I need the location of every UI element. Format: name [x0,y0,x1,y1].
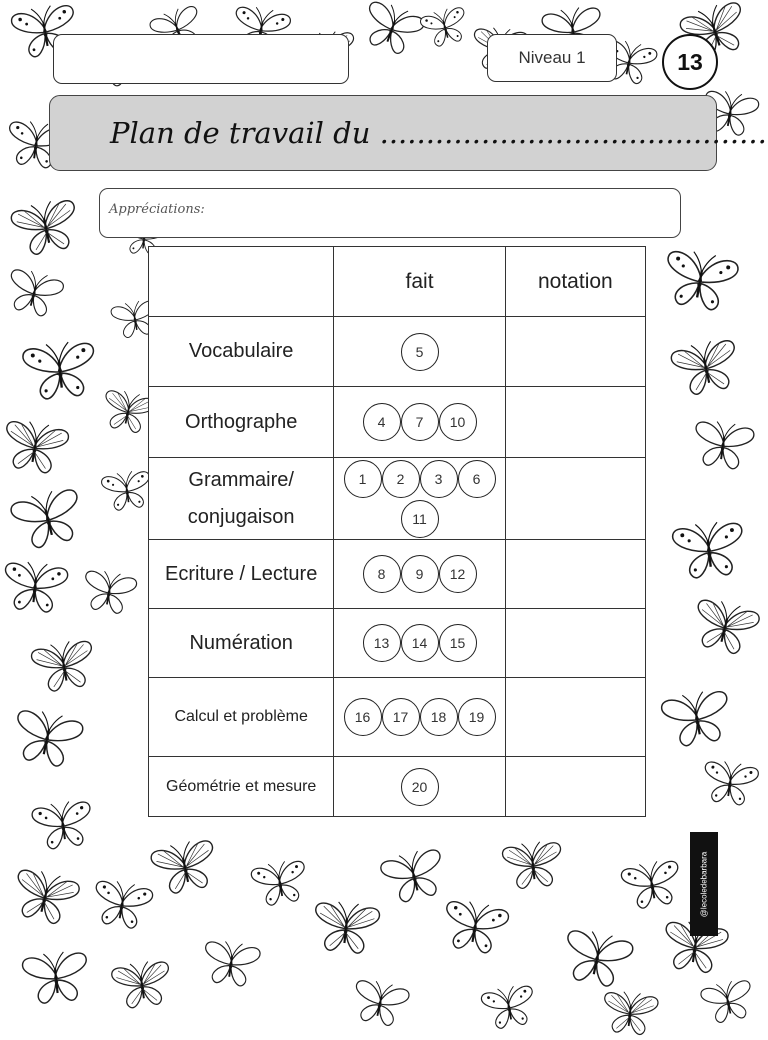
done-cell [334,757,505,817]
header-cell-subject [149,247,334,317]
table-row [149,317,646,387]
butterfly-icon [4,270,64,317]
butterfly-icon [660,690,734,748]
exercise-circle[interactable]: 13 [363,624,401,662]
student-name-field[interactable] [53,34,349,84]
exercise-circle[interactable]: 5 [401,333,439,371]
exercise-circle[interactable]: 4 [363,403,401,441]
exercise-list [334,767,504,807]
table-row [149,609,646,678]
exercise-circle[interactable]: 2 [382,460,420,498]
exercise-list [334,554,504,594]
grade-cell[interactable] [505,609,645,678]
exercise-circle[interactable]: 20 [401,768,439,806]
exercise-circle[interactable]: 18 [420,698,458,736]
subject-cell: Calcul et problème [149,678,334,757]
butterfly-icon [670,520,748,581]
grade-cell[interactable] [505,317,645,387]
butterfly-icon [80,570,138,615]
subject-cell: Orthographe [149,387,334,458]
exercise-circle[interactable]: 15 [439,624,477,662]
butterfly-icon [700,980,756,1024]
butterfly-icon [690,420,756,471]
butterfly-icon [420,8,470,47]
credit-text: @lecoledebarbara [699,851,709,917]
butterfly-icon [560,930,634,988]
butterfly-icon [30,640,98,693]
table-row [149,387,646,458]
butterfly-icon [0,420,70,475]
butterfly-icon [620,860,684,910]
butterfly-icon [700,760,760,807]
level-label: Niveau 1 [518,48,586,67]
exercise-circle[interactable]: 3 [420,460,458,498]
subject-cell: Vocabulaire [149,317,334,387]
done-cell [334,387,505,458]
grade-cell[interactable] [505,678,645,757]
sheet-number: 13 [677,48,703,75]
butterfly-icon [600,990,660,1037]
done-cell [334,540,505,609]
butterfly-icon [200,940,262,988]
exercise-circle[interactable]: 11 [401,500,439,538]
exercise-circle[interactable]: 1 [344,460,382,498]
exercise-list [335,459,505,539]
butterfly-icon [670,340,742,396]
butterfly-icon [100,470,154,512]
butterfly-icon [10,870,80,925]
done-cell [334,678,505,757]
butterfly-icon [440,900,510,955]
butterfly-icon [10,200,82,256]
exercise-circle[interactable]: 7 [401,403,439,441]
table-header-row [149,247,646,317]
table-row [149,757,646,817]
exercise-circle[interactable]: 6 [458,460,496,498]
butterfly-icon [690,600,760,655]
appreciations-label: Appréciations: [109,202,205,217]
exercise-list [334,402,504,442]
butterfly-icon [30,800,96,851]
appreciations-field[interactable] [99,188,681,238]
title-banner [49,95,767,171]
done-cell [334,458,505,540]
subject-cell: Ecriture / Lecture [149,540,334,609]
header-cell-grade: notation [505,247,645,317]
butterfly-icon [500,840,566,891]
subject-cell: Géométrie et mesure [149,757,334,817]
table-row [149,678,646,757]
exercise-circle[interactable]: 9 [401,555,439,593]
grade-cell[interactable] [505,387,645,458]
grade-cell[interactable] [505,540,645,609]
butterfly-icon [380,850,448,903]
butterfly-icon [10,490,86,549]
done-cell [334,317,505,387]
butterfly-icon [0,560,70,615]
butterfly-icon [660,250,740,312]
exercise-circle[interactable]: 14 [401,624,439,662]
subject-cell: Numération [149,609,334,678]
butterfly-icon [90,880,154,930]
exercise-list [334,697,504,737]
work-plan-table [148,246,646,817]
level-badge [487,34,617,82]
grade-cell[interactable] [505,757,645,817]
exercise-circle[interactable]: 10 [439,403,477,441]
exercise-circle[interactable]: 17 [382,698,420,736]
subject-cell: Grammaire/ conjugaison [149,458,334,540]
butterfly-icon [110,960,174,1010]
butterfly-icon [250,860,310,907]
grade-cell[interactable] [505,458,645,540]
butterfly-icon [480,985,538,1030]
exercise-list [334,332,504,372]
exercise-list [334,623,504,663]
table-row [149,540,646,609]
butterfly-icon [310,900,382,956]
done-cell [334,609,505,678]
exercise-circle[interactable]: 16 [344,698,382,736]
page-title: Plan de travail du .......................................... [110,116,767,150]
butterfly-icon [150,840,220,895]
butterfly-icon [360,4,424,54]
exercise-circle[interactable]: 19 [458,698,496,736]
exercise-circle[interactable]: 12 [439,555,477,593]
exercise-circle[interactable]: 8 [363,555,401,593]
butterfly-icon [10,710,84,768]
sheet-number-badge [662,34,718,90]
table-row [149,458,646,540]
butterfly-icon [20,340,100,402]
header-cell-done: fait [334,247,505,317]
butterfly-icon [350,980,410,1027]
butterfly-icon [20,950,92,1006]
credit-label [690,832,718,936]
